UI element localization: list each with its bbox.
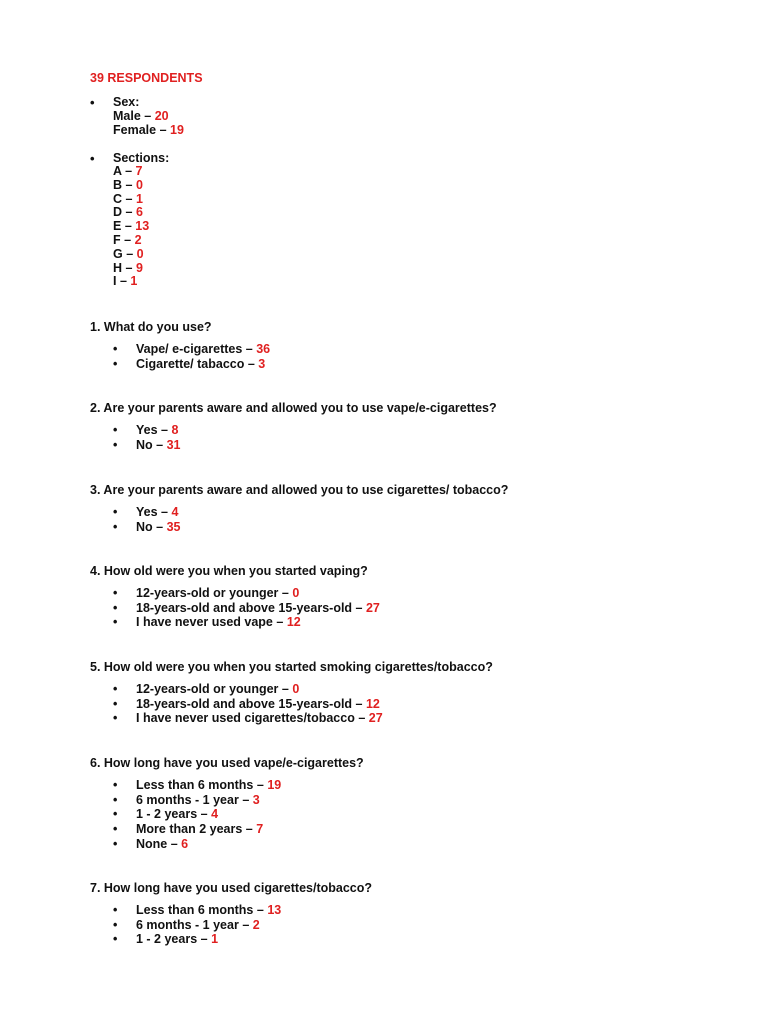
bullet-icon: • bbox=[113, 807, 118, 822]
bullet-icon: • bbox=[113, 615, 118, 630]
section-item: F – 2 bbox=[113, 232, 142, 247]
bullet-icon: • bbox=[113, 356, 118, 371]
question-heading: 4. How old were you when you started vaping? bbox=[90, 564, 368, 578]
bullet-icon: • bbox=[113, 682, 118, 696]
question-heading: 6. How long have you used vape/e-cigarettes? bbox=[90, 756, 364, 770]
bullet-icon: • bbox=[90, 95, 95, 110]
bullet-icon: • bbox=[113, 822, 118, 837]
bullet-icon: • bbox=[113, 342, 118, 356]
section-item: D – 6 bbox=[113, 205, 143, 220]
answer-option: Cigarette/ tabacco – 3 bbox=[136, 356, 266, 371]
section-item: H – 9 bbox=[113, 260, 143, 275]
bullet-icon: • bbox=[113, 711, 118, 726]
section-item: E – 13 bbox=[113, 219, 150, 234]
sex-label: Sex: bbox=[113, 95, 140, 109]
answer-option: Yes – 4 bbox=[136, 505, 179, 519]
sections-block bbox=[113, 151, 169, 289]
section-item: A – 7 bbox=[113, 164, 143, 178]
bullet-icon: • bbox=[113, 519, 118, 534]
question-heading: 3. Are your parents aware and allowed you to use cigarettes/ tobacco? bbox=[90, 483, 509, 497]
bullet-icon: • bbox=[113, 792, 118, 807]
bullet-icon: • bbox=[113, 600, 118, 615]
answer-option: Less than 6 months – 13 bbox=[136, 903, 282, 917]
section-item: I – 1 bbox=[113, 274, 138, 289]
question-heading: 5. How old were you when you started smoking cigarettes/tobacco? bbox=[90, 660, 493, 674]
question-heading: 2. Are your parents aware and allowed you to use vape/e-cigarettes? bbox=[90, 401, 497, 415]
answer-option: I have never used cigarettes/tobacco – 27 bbox=[136, 711, 383, 726]
question-heading: 1. What do you use? bbox=[90, 320, 212, 334]
respondents-title: 39 RESPONDENTS bbox=[90, 71, 203, 85]
bullet-icon: • bbox=[113, 437, 118, 452]
answer-option: 1 - 2 years – 1 bbox=[136, 932, 219, 947]
answer-option: 6 months - 1 year – 2 bbox=[136, 917, 260, 932]
answer-option: None – 6 bbox=[136, 836, 189, 851]
answer-option: 6 months - 1 year – 3 bbox=[136, 792, 260, 807]
answer-option: 18-years-old and above 15-years-old – 27 bbox=[136, 600, 380, 615]
answer-option: I have never used vape – 12 bbox=[136, 615, 301, 630]
bullet-icon: • bbox=[113, 586, 118, 600]
answer-option: No – 31 bbox=[136, 437, 181, 452]
bullet-icon: • bbox=[113, 505, 118, 519]
answer-option: 12-years-old or younger – 0 bbox=[136, 586, 300, 600]
bullet-icon: • bbox=[90, 151, 95, 166]
bullet-icon: • bbox=[113, 917, 118, 932]
bullet-icon: • bbox=[113, 696, 118, 711]
answer-option: 18-years-old and above 15-years-old – 12 bbox=[136, 696, 380, 711]
bullet-icon: • bbox=[113, 932, 118, 947]
answer-option: 1 - 2 years – 4 bbox=[136, 807, 219, 822]
answer-option: More than 2 years – 7 bbox=[136, 822, 264, 837]
bullet-icon: • bbox=[113, 423, 118, 437]
answer-option: 12-years-old or younger – 0 bbox=[136, 682, 300, 696]
sections-list bbox=[113, 165, 169, 289]
answer-option: Less than 6 months – 19 bbox=[136, 778, 282, 792]
question-heading: 7. How long have you used cigarettes/tobacco? bbox=[90, 881, 373, 895]
answer-option: No – 35 bbox=[136, 519, 181, 534]
bullet-icon: • bbox=[113, 778, 118, 792]
sex-item-male: Male – 20 bbox=[113, 109, 169, 123]
sections-label: Sections: bbox=[113, 151, 170, 165]
section-item: B – 0 bbox=[113, 177, 143, 192]
sex-item-female: Female – 19 bbox=[113, 123, 184, 137]
sex-block bbox=[113, 95, 184, 137]
answer-option: Yes – 8 bbox=[136, 423, 179, 437]
section-item: C – 1 bbox=[113, 191, 143, 206]
bullet-icon: • bbox=[113, 903, 118, 917]
section-item: G – 0 bbox=[113, 246, 144, 261]
bullet-icon: • bbox=[113, 836, 118, 851]
answer-option: Vape/ e-cigarettes – 36 bbox=[136, 342, 271, 356]
